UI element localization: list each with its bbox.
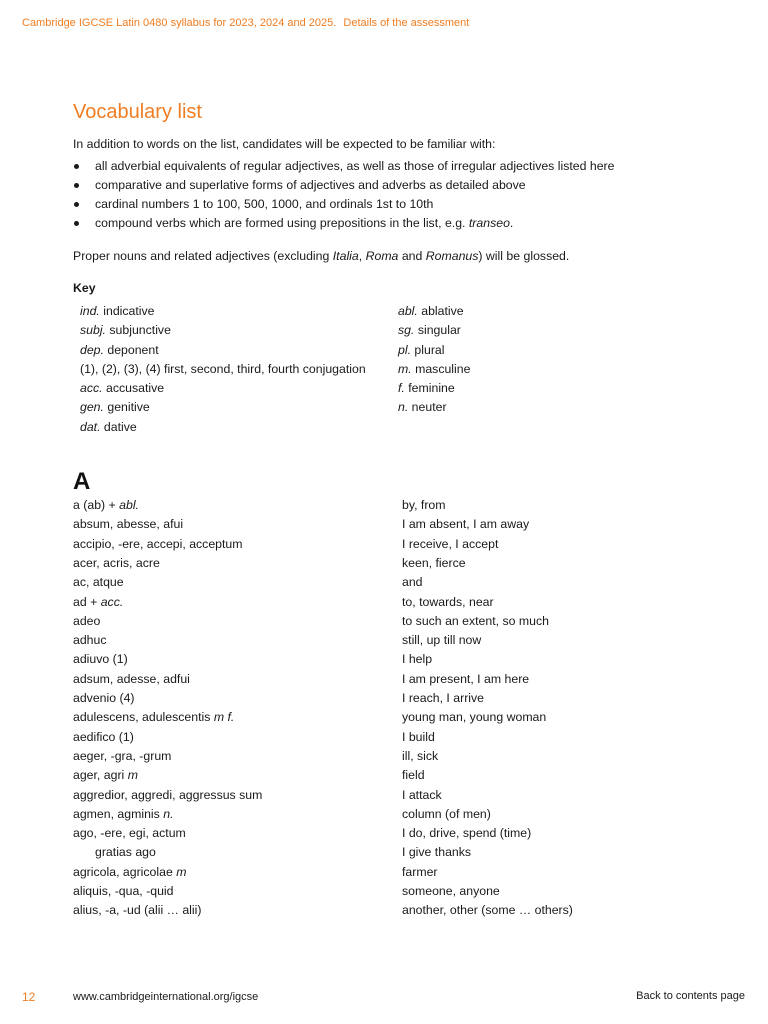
latin-term: aedifico (1) xyxy=(73,729,134,744)
vocab-row xyxy=(73,863,693,882)
grammar-note: m f. xyxy=(213,710,235,725)
english-meaning: column (of men) xyxy=(402,806,491,821)
example-word: transeo xyxy=(468,216,510,230)
running-header xyxy=(22,17,469,29)
key-entry: dep. deponent xyxy=(80,342,159,357)
english-meaning: someone, anyone xyxy=(402,884,500,899)
vocab-row xyxy=(73,786,693,805)
familiarity-list xyxy=(73,157,693,233)
key-entry: abl. ablative xyxy=(398,304,464,318)
vocab-row xyxy=(73,882,693,901)
key-table xyxy=(73,302,693,437)
key-heading: Key xyxy=(73,281,96,295)
latin-term: agricola, agricolae m xyxy=(73,864,187,879)
english-meaning: I do, drive, spend (time) xyxy=(402,826,532,841)
list-item: all adverbial equivalents of regular adjectives, as well as those of irregular adjectives listed here xyxy=(73,157,693,176)
latin-term: alius, -a, -ud (alii … alii) xyxy=(73,903,202,918)
english-meaning: by, from xyxy=(402,498,446,513)
vocab-row xyxy=(73,747,693,766)
latin-term: adulescens, adulescentis m f. xyxy=(73,710,235,725)
letter-heading: A xyxy=(73,468,91,496)
section-name: Details of the assessment xyxy=(343,17,470,29)
vocab-row xyxy=(73,573,693,592)
vocabulary-table xyxy=(73,496,693,921)
grammar-note: abl. xyxy=(119,498,139,513)
key-entry: sg. singular xyxy=(398,323,461,338)
latin-term: adeo xyxy=(73,613,101,628)
vocab-row xyxy=(73,824,693,843)
latin-term: aeger, -gra, -grum xyxy=(73,748,172,763)
key-entry: n. neuter xyxy=(398,400,447,415)
english-meaning: keen, fierce xyxy=(402,555,466,570)
key-entry: (1), (2), (3), (4) first, second, third, fourth conjugation xyxy=(80,361,366,376)
latin-term: a (ab) + abl. xyxy=(73,498,139,513)
english-meaning: I help xyxy=(402,652,433,667)
english-meaning: another, other (some … others) xyxy=(402,903,573,918)
main-content xyxy=(73,97,693,921)
latin-term: absum, abesse, afui xyxy=(73,517,184,532)
vocab-row xyxy=(73,515,693,534)
english-meaning: I give thanks xyxy=(402,845,472,860)
key-entry: gen. genitive xyxy=(80,400,150,415)
english-meaning: still, up till now xyxy=(402,633,482,648)
list-item: comparative and superlative forms of adjectives and adverbs as detailed above xyxy=(73,176,693,195)
latin-term: acer, acris, acre xyxy=(73,555,160,570)
english-meaning: to such an extent, so much xyxy=(402,613,549,628)
english-meaning: and xyxy=(402,575,423,590)
english-meaning: I receive, I accept xyxy=(402,536,499,551)
latin-term: agmen, agminis n. xyxy=(73,806,174,821)
latin-term: ad + acc. xyxy=(73,594,124,609)
latin-term: advenio (4) xyxy=(73,691,135,706)
key-entry: m. masculine xyxy=(398,361,471,376)
english-meaning: young man, young woman xyxy=(402,710,547,725)
latin-term: adsum, adesse, adfui xyxy=(73,671,190,686)
grammar-note: m xyxy=(176,864,187,879)
vocab-row xyxy=(73,631,693,650)
grammar-note: n. xyxy=(163,806,174,821)
english-meaning: I am present, I am here xyxy=(402,671,530,686)
english-meaning: field xyxy=(402,768,425,783)
key-entry: pl. plural xyxy=(398,342,445,357)
list-item: compound verbs which are formed using prepositions in the list, e.g. transeo. xyxy=(73,214,693,233)
vocab-row xyxy=(73,496,693,515)
english-meaning: to, towards, near xyxy=(402,594,494,609)
page-number: 12 xyxy=(22,990,36,1004)
vocab-row xyxy=(73,670,693,689)
latin-term: gratias ago xyxy=(95,845,156,860)
vocab-row xyxy=(73,535,693,554)
key-column-right xyxy=(398,302,470,437)
latin-term: ac, atque xyxy=(73,575,124,590)
proper-nouns-note: Proper nouns and related adjectives (excluding Italia, Roma and Romanus) will be glossed. xyxy=(73,249,570,263)
key-entry: ind. indicative xyxy=(80,304,155,318)
vocab-row xyxy=(73,650,693,669)
back-to-contents-link[interactable]: Back to contents page xyxy=(636,990,745,1002)
key-column-left xyxy=(73,302,398,437)
key-entry: acc. accusative xyxy=(80,381,165,396)
english-meaning: I reach, I arrive xyxy=(402,691,485,706)
latin-term: aggredior, aggredi, aggressus sum xyxy=(73,787,263,802)
key-entry: dat. dative xyxy=(80,419,137,434)
vocab-row xyxy=(73,708,693,727)
english-meaning: ill, sick xyxy=(402,748,439,763)
grammar-note: m xyxy=(127,768,138,783)
list-item: cardinal numbers 1 to 100, 500, 1000, and ordinals 1st to 10th xyxy=(73,195,693,214)
key-entry: f. feminine xyxy=(398,381,455,396)
latin-term: adiuvo (1) xyxy=(73,652,128,667)
footer-url-link[interactable]: www.cambridgeinternational.org/igcse xyxy=(73,991,259,1003)
vocab-row xyxy=(73,689,693,708)
vocab-row xyxy=(73,843,693,862)
latin-term: ager, agri m xyxy=(73,768,138,783)
vocab-row xyxy=(73,612,693,631)
syllabus-title: Cambridge IGCSE Latin 0480 syllabus for 2023, 2024 and 2025. xyxy=(22,17,337,29)
vocab-row xyxy=(73,593,693,612)
vocab-row xyxy=(73,805,693,824)
key-entry: subj. subjunctive xyxy=(80,323,171,338)
vocab-row xyxy=(73,766,693,785)
grammar-note: acc. xyxy=(100,594,124,609)
page-title: Vocabulary list xyxy=(73,101,202,123)
vocab-row xyxy=(73,728,693,747)
vocab-row xyxy=(73,901,693,920)
vocab-row xyxy=(73,554,693,573)
latin-term: adhuc xyxy=(73,633,107,648)
latin-term: ago, -ere, egi, actum xyxy=(73,826,186,841)
english-meaning: I build xyxy=(402,729,435,744)
english-meaning: I attack xyxy=(402,787,442,802)
latin-term: aliquis, -qua, -quid xyxy=(73,884,174,899)
latin-term: accipio, -ere, accepi, acceptum xyxy=(73,536,243,551)
intro-text: In addition to words on the list, candidates will be expected to be familiar with: xyxy=(73,137,496,151)
english-meaning: farmer xyxy=(402,864,438,879)
english-meaning: I am absent, I am away xyxy=(402,517,530,532)
